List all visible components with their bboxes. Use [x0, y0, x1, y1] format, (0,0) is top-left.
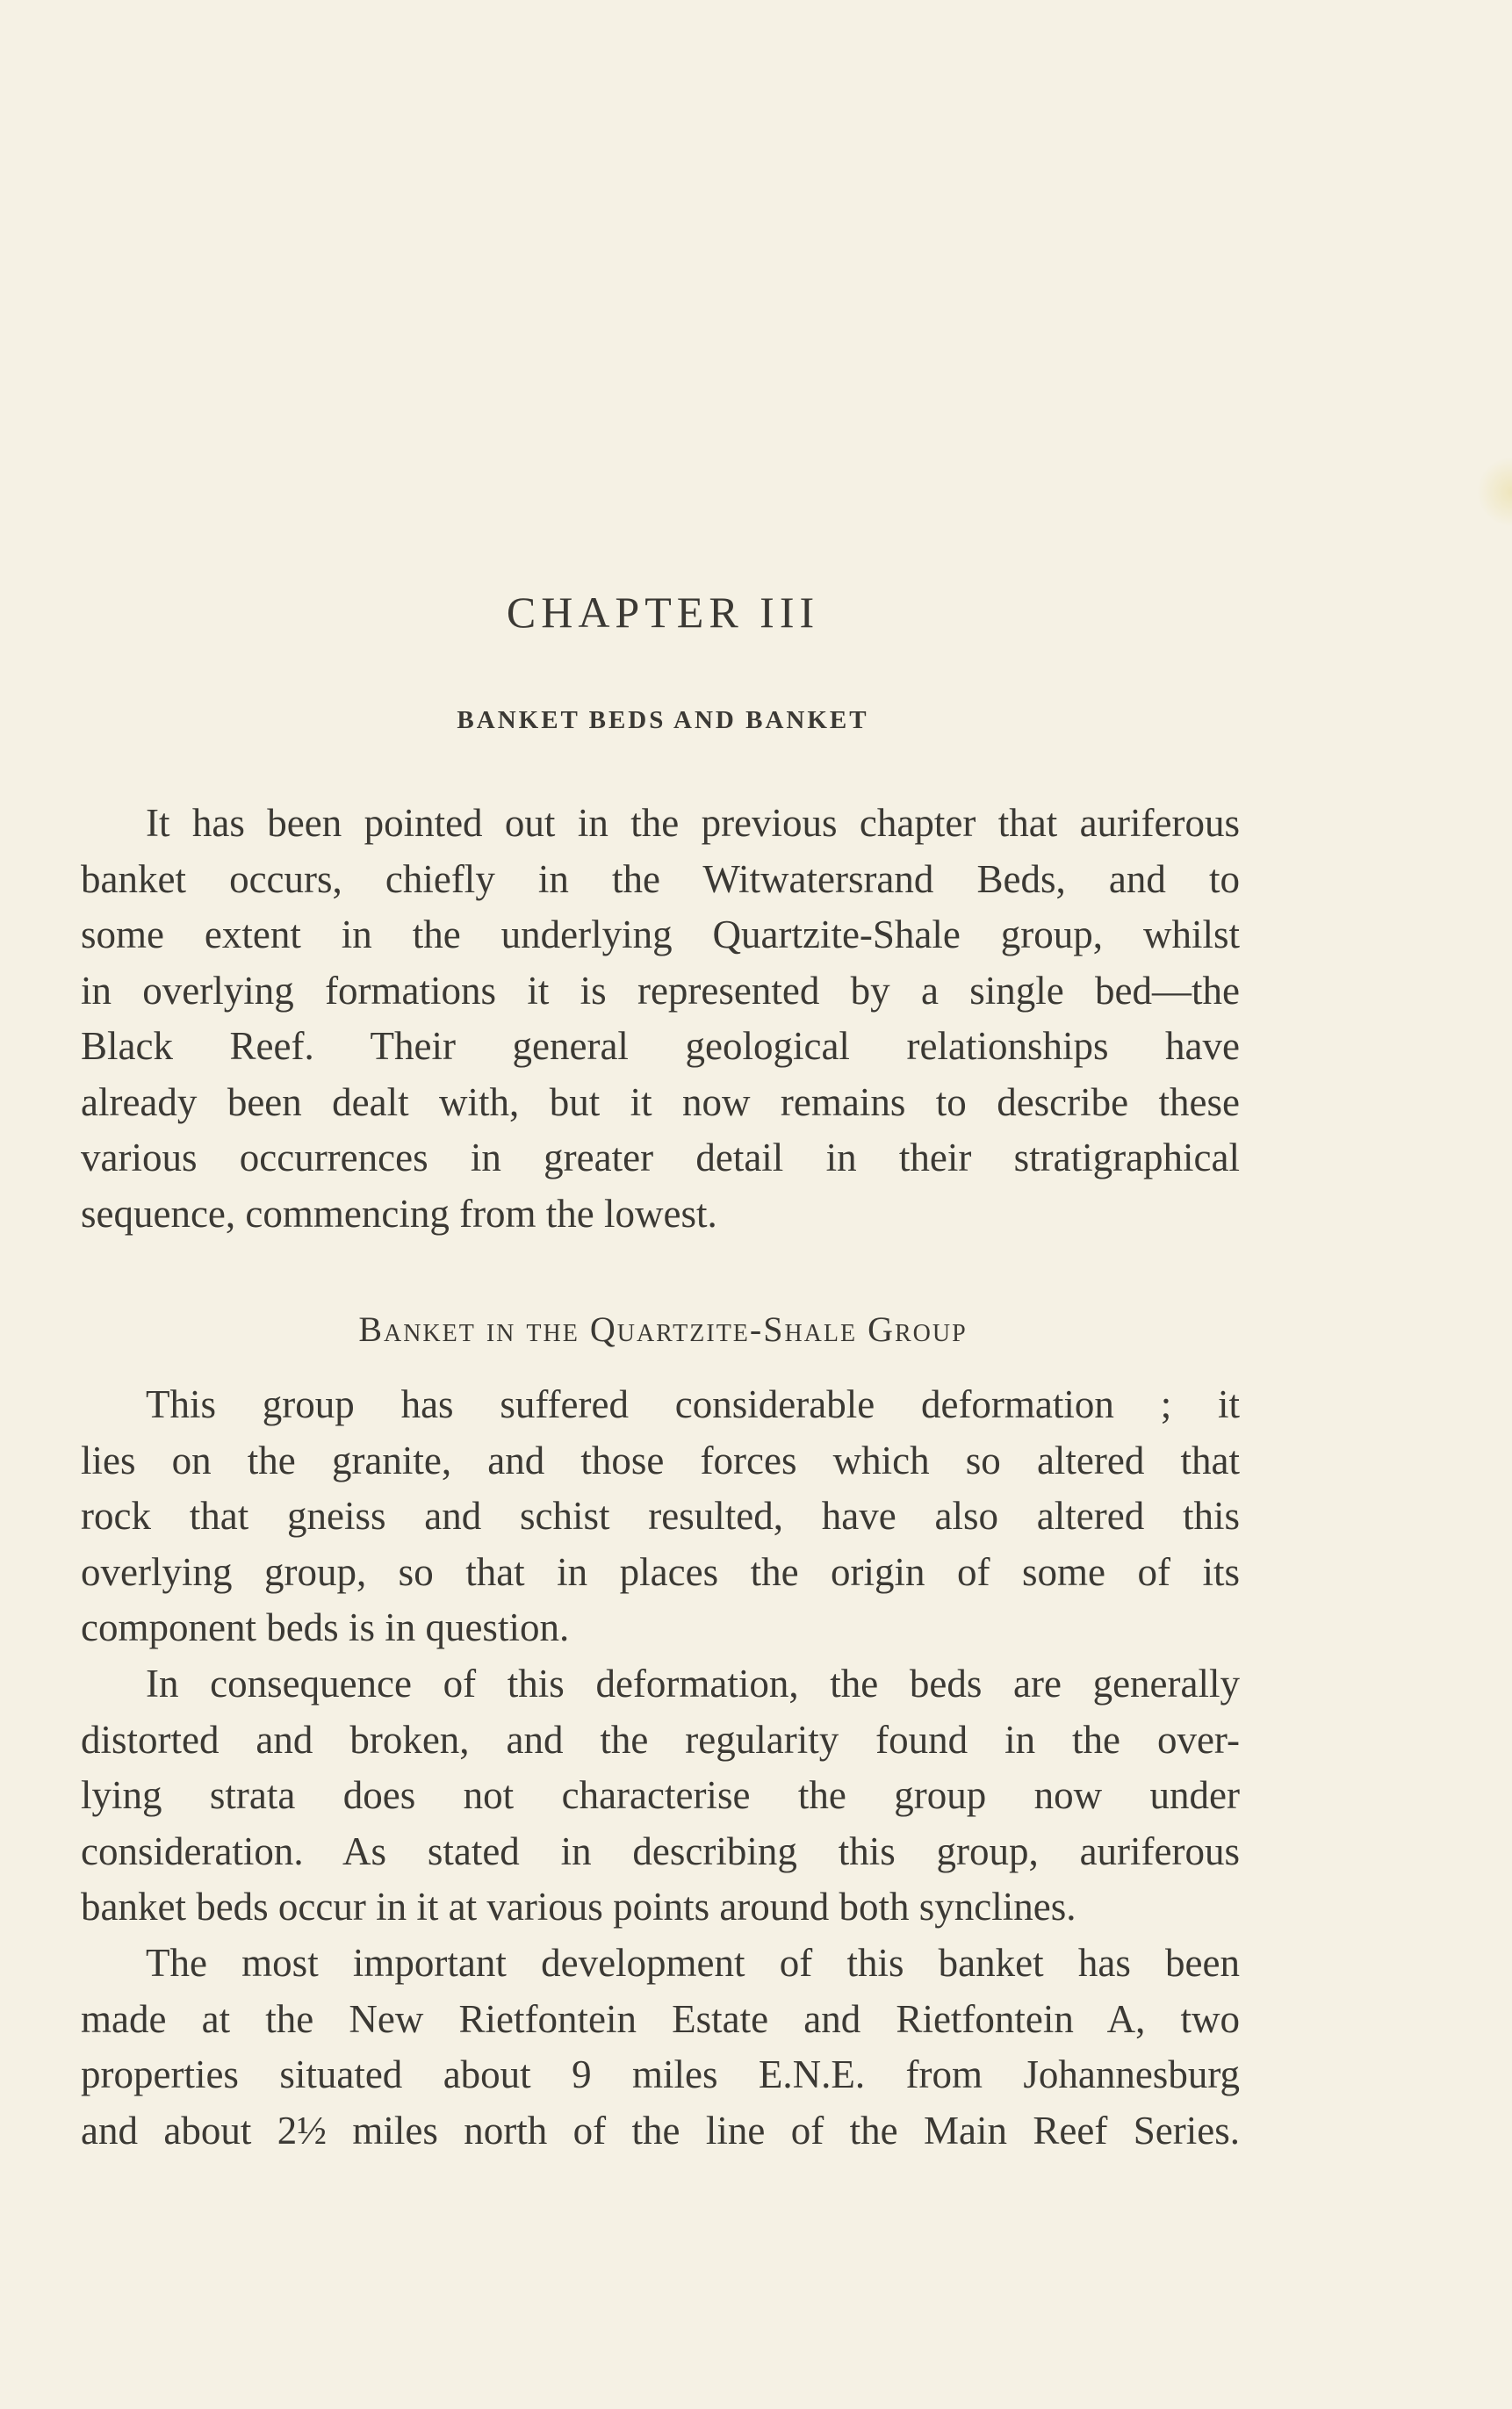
text-line: lying strata does not characterise the group now under — [81, 1773, 1240, 1817]
text-line: banket occurs, chiefly in the Witwatersrand Beds, and to — [81, 856, 1240, 901]
section-heading: Banket in the Quartzite-Shale Group — [358, 1309, 968, 1349]
text-line: in overlying formations it is represented by a single bed—the — [81, 968, 1240, 1013]
text-line: properties situated about 9 miles E.N.E. from Johannesburg — [81, 2052, 1240, 2096]
text-line: In consequence of this deformation, the beds are generally — [146, 1662, 1240, 1706]
paragraph-deformation — [81, 1377, 1240, 1656]
chapter-subtitle: BANKET BEDS AND BANKET — [457, 706, 869, 734]
paragraph-intro — [81, 796, 1240, 1242]
text-line: The most important development of this banket has been — [146, 1941, 1240, 1985]
text-line: and about 2½ miles north of the line of the Main Reef Series. — [81, 2108, 1240, 2153]
text-line: banket beds occur in it at various points around both synclines. — [81, 1885, 1076, 1929]
text-line: sequence, commencing from the lowest. — [81, 1191, 717, 1236]
text-line: component beds is in question. — [81, 1605, 570, 1649]
paragraph-consequence — [81, 1656, 1240, 1936]
text-line: some extent in the underlying Quartzite-Shale group, whilst — [81, 912, 1240, 956]
text-line: various occurrences in greater detail in their stratigraphical — [81, 1136, 1240, 1179]
text-line: It has been pointed out in the previous chapter that auriferous — [146, 801, 1240, 845]
paper-stain — [1477, 457, 1512, 527]
text-line: already been dealt with, but it now remains to describe these — [81, 1079, 1240, 1124]
text-line: made at the New Rietfontein Estate and Rietfontein A, two — [81, 1996, 1240, 2041]
chapter-title: CHAPTER III — [506, 588, 820, 637]
paragraph-development — [81, 1936, 1240, 2159]
text-line: Black Reef. Their general geological relationships have — [81, 1024, 1240, 1068]
text-line: This group has suffered considerable deformation ; it — [146, 1382, 1240, 1426]
text-line: consideration. As stated in describing this group, auriferous — [81, 1828, 1240, 1873]
text-line: lies on the granite, and those forces which so altered that — [81, 1438, 1240, 1482]
text-line: distorted and broken, and the regularity found in the over- — [81, 1717, 1240, 1762]
text-line: rock that gneiss and schist resulted, have also altered this — [81, 1494, 1240, 1538]
text-line: overlying group, so that in places the origin of some of its — [81, 1549, 1240, 1594]
